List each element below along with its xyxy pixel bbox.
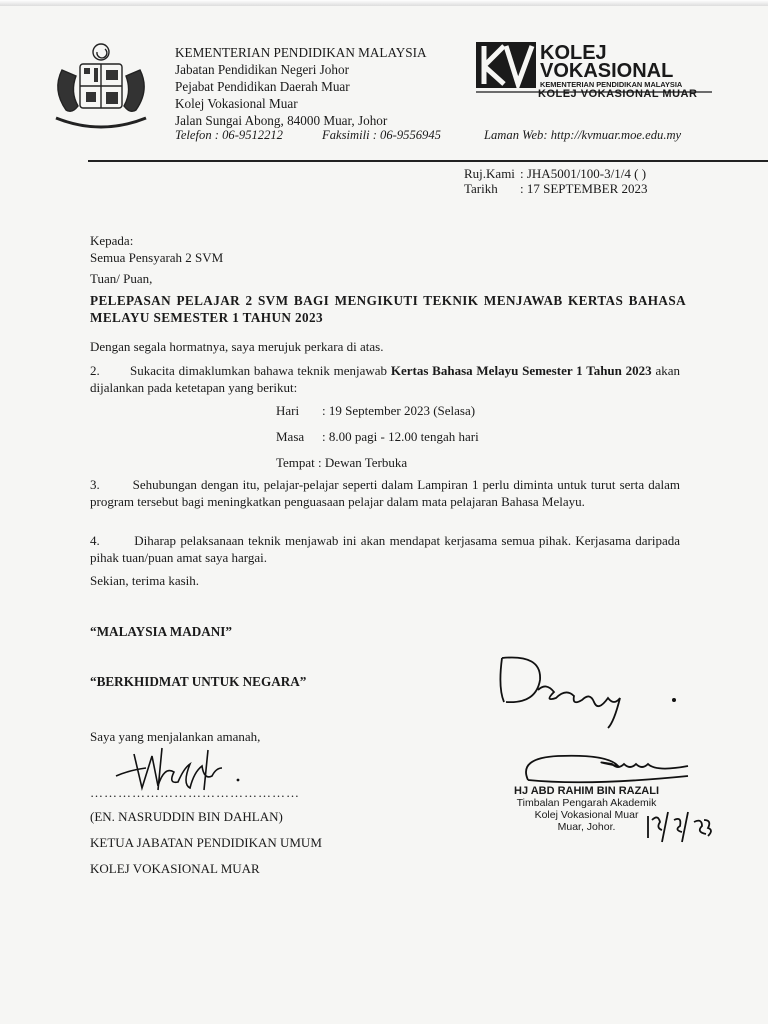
closing-line: Sekian, terima kasih.	[90, 573, 200, 588]
stamp-name: HJ ABD RAHIM BIN RAZALI	[514, 785, 660, 797]
motto-berkhidmat: “BERKHIDMAT UNTUK NEGARA”	[90, 674, 307, 689]
logo-text-vokasional: VOKASIONAL	[540, 60, 674, 82]
paragraph-4-text: Diharap pelaksanaan teknik menjawab ini akan mendapat kerjasama semua pihak. Kerjasama daripada pihak tuan/puan amat saya hargai.	[90, 533, 681, 565]
signatory-name: (EN. NASRUDDIN BIN DAHLAN)	[90, 809, 283, 824]
reference-block	[464, 166, 648, 196]
amanah-line: Saya yang menjalankan amanah,	[90, 729, 261, 744]
schedule-day	[276, 398, 475, 424]
date-label: Tarikh	[464, 181, 498, 196]
fax-number: Faksimili : 06-9556945	[322, 128, 441, 142]
ref-number: : JHA5001/100-3/1/4 ( )	[520, 166, 647, 181]
scan-top-edge	[0, 0, 768, 6]
district-office: Pejabat Pendidikan Daerah Muar	[175, 79, 350, 94]
paragraph-3-number: 3.	[90, 477, 100, 492]
signature-dots: ………………………………………	[90, 785, 300, 800]
address-line: Jalan Sungai Abong, 84000 Muar, Johor	[175, 113, 388, 128]
handwritten-date	[644, 806, 724, 846]
letter-subject: PELEPASAN PELAJAR 2 SVM BAGI MENGIKUTI TEKNIK MENJAWAB KERTAS BAHASA MELAYU SEMESTER 1 TAHUN 2023	[90, 293, 686, 325]
signatory-position: KETUA JABATAN PENDIDIKAN UMUM	[90, 835, 322, 850]
day-label: Hari	[276, 403, 300, 418]
official-stamp	[514, 785, 659, 833]
letterhead-address	[175, 44, 427, 129]
time-label: Masa	[276, 429, 305, 444]
salutation: Tuan/ Puan,	[90, 271, 153, 286]
stamp-location: Muar, Johor.	[557, 821, 616, 833]
logo-text-kolej: KOLEJ	[540, 42, 607, 64]
website: Laman Web: http://kvmuar.moe.edu.my	[484, 128, 682, 142]
paragraph-2-number: 2.	[90, 363, 100, 378]
paragraph-3	[90, 476, 680, 510]
schedule-venue: Tempat : Dewan Terbuka	[276, 455, 408, 470]
logo-text-ministry: KEMENTERIAN PENDIDIKAN MALAYSIA	[540, 80, 683, 89]
paragraph-4-number: 4.	[90, 533, 100, 548]
college-name: Kolej Vokasional Muar	[175, 96, 298, 111]
letter-date: : 17 SEPTEMBER 2023	[520, 181, 648, 196]
handwritten-signature-stamp	[508, 750, 708, 790]
state-department: Jabatan Pendidikan Negeri Johor	[175, 62, 349, 77]
motto-malaysia-madani: “MALAYSIA MADANI”	[90, 624, 233, 639]
schedule-time	[276, 424, 479, 450]
ministry-name: KEMENTERIAN PENDIDIKAN MALAYSIA	[175, 45, 427, 60]
kepada-label: Kepada:	[90, 233, 134, 248]
paragraph-2	[90, 362, 680, 396]
ref-label: Ruj.Kami	[464, 166, 515, 181]
paragraph-4	[90, 532, 680, 566]
paragraph-2-tail: akan dijalankan pada ketetapan yang berikut:	[90, 363, 680, 395]
stamp-title: Timbalan Pengarah Akademik	[516, 797, 657, 809]
malaysia-coat-of-arms-icon	[42, 40, 160, 130]
stamp-college: Kolej Vokasional Muar	[534, 809, 639, 821]
time-value: : 8.00 pagi - 12.00 tengah hari	[322, 429, 479, 444]
recipient-name: Semua Pensyarah 2 SVM	[90, 250, 224, 265]
paragraph-2-text: Sukacita dimaklumkan bahawa teknik menjawab	[130, 363, 391, 378]
paragraph-3-text: Sehubungan dengan itu, pelajar-pelajar seperti dalam Lampiran 1 perlu diminta untuk turut serta dalam program tersebut bagi meningkatkan penguasaan pelajar dalam mata pelajaran Bahasa Melayu.	[90, 477, 680, 509]
phone-number: Telefon : 06-9512212	[175, 128, 283, 142]
opening-line: Dengan segala hormatnya, saya merujuk perkara di atas.	[90, 339, 384, 354]
day-value: : 19 September 2023 (Selasa)	[322, 403, 476, 418]
letterhead-divider	[88, 160, 768, 162]
logo-college-subtitle: KOLEJ VOKASIONAL MUAR	[538, 88, 698, 100]
recipient-block	[90, 232, 680, 266]
handwritten-signature-right	[478, 650, 708, 730]
signatory-organisation: KOLEJ VOKASIONAL MUAR	[90, 861, 260, 876]
paragraph-2-bold: Kertas Bahasa Melayu Semester 1 Tahun 2023	[390, 363, 652, 378]
